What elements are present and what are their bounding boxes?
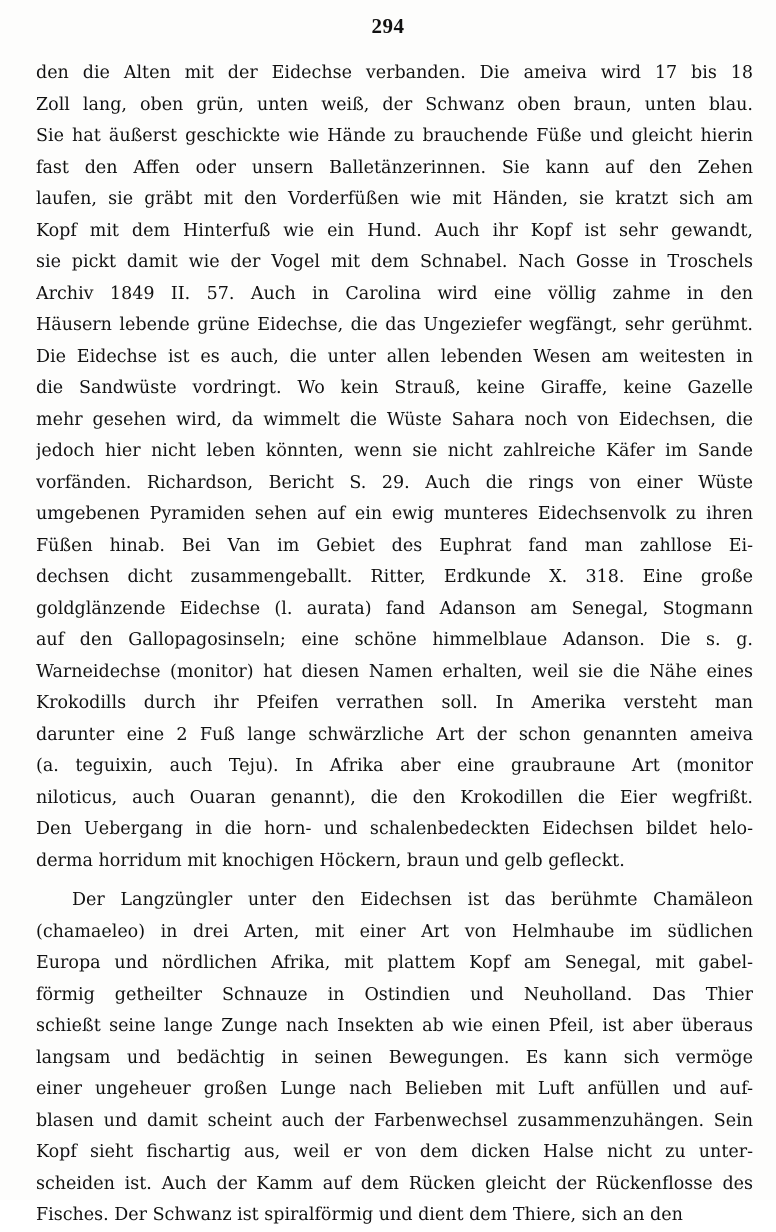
- text-line: darunter eine 2 Fuß lange schwärzliche Art der schon genannten ameiva: [36, 724, 753, 745]
- text-line: fast den Affen oder unsern Balletänzerinnen. Sie kann auf den Zehen: [36, 157, 753, 178]
- text-line: schießt seine lange Zunge nach Insekten ab wie einen Pfeil, ist aber überaus: [36, 1016, 753, 1036]
- text-line: derma horridum mit knochigen Höckern, braun und gelb gefleckt.: [36, 850, 625, 871]
- text-line: jedoch hier nicht leben könnten, wenn sie nicht zahlreiche Käfer im Sande: [36, 441, 753, 461]
- text-line: Kopf sieht fischartig aus, weil er von dem dicken Halse nicht zu unter-: [36, 1142, 753, 1162]
- text-line: Krokodills durch ihr Pfeifen verrathen soll. In Amerika versteht man: [36, 693, 753, 713]
- text-line: goldglänzende Eidechse (l. aurata) fand Adanson am Senegal, Stogmann: [36, 598, 753, 619]
- text-line: den die Alten mit der Eidechse verbanden. Die ameiva wird 17 bis 18: [36, 63, 753, 83]
- paragraph-gap: [36, 877, 753, 885]
- text-line: vorfänden. Richardson, Bericht S. 29. Auch die rings von einer Wüste: [36, 472, 753, 493]
- text-line: Europa und nördlichen Afrika, mit plattem Kopf am Senegal, mit gabel-: [36, 953, 753, 973]
- text-line: Zoll lang, oben grün, unten weiß, der Schwanz oben braun, unten blau.: [36, 94, 753, 115]
- text-line: sie pickt damit wie der Vogel mit dem Schnabel. Nach Gosse in Troschels: [36, 252, 753, 272]
- page-number: 294: [371, 14, 405, 38]
- text-line: Sie hat äußerst geschickte wie Hände zu brauchende Füße und gleicht hierin: [36, 126, 753, 146]
- paragraph-lizards: [36, 58, 753, 877]
- text-line: Kopf mit dem Hinterfuß wie ein Hund. Auch ihr Kopf ist sehr gewandt,: [36, 220, 753, 241]
- text-line: förmig getheilter Schnauze in Ostindien und Neuholland. Das Thier: [36, 984, 753, 1005]
- text-line: scheiden ist. Auch der Kamm auf dem Rücken gleicht der Rückenflosse des: [36, 1173, 753, 1194]
- text-line: Warneidechse (monitor) hat diesen Namen erhalten, weil sie die Nähe eines: [36, 661, 753, 682]
- text-line: niloticus, auch Ouaran genannt), die den Krokodillen die Eier wegfrißt.: [36, 787, 753, 808]
- text-line: (a. teguixin, auch Teju). In Afrika aber eine graubraune Art (monitor: [36, 756, 753, 776]
- text-line: Der Langzüngler unter den Eidechsen ist das berühmte Chamäleon: [72, 890, 753, 910]
- text-line: Die Eidechse ist es auch, die unter allen lebenden Wesen am weitesten in: [36, 346, 753, 367]
- text-line: die Sandwüste vordringt. Wo kein Strauß, keine Giraffe, keine Gazelle: [36, 378, 753, 398]
- text-line: mehr gesehen wird, da wimmelt die Wüste Sahara noch von Eidechsen, die: [36, 409, 753, 430]
- text-line: laufen, sie gräbt mit den Vorderfüßen wie mit Händen, sie kratzt sich am: [36, 189, 753, 209]
- text-line: Häusern lebende grüne Eidechse, die das Ungeziefer wegfängt, sehr gerühmt.: [36, 315, 753, 335]
- text-line: einer ungeheuer großen Lunge nach Belieben mit Luft anfüllen und auf-: [36, 1079, 753, 1099]
- text-line: Fisches. Der Schwanz ist spiralförmig und dient dem Thiere, sich an den: [36, 1205, 683, 1225]
- text-line: blasen und damit scheint auch der Farbenwechsel zusammenzuhängen. Sein: [36, 1110, 753, 1131]
- text-line: Archiv 1849 II. 57. Auch in Carolina wird eine völlig zahme in den: [36, 283, 753, 304]
- text-line: Den Uebergang in die horn- und schalenbedeckten Eidechsen bildet helo-: [36, 819, 753, 839]
- body-text: [36, 58, 753, 1232]
- text-line: dechsen dicht zusammengeballt. Ritter, Erdkunde X. 318. Eine große: [36, 567, 753, 587]
- text-line: (chamaeleo) in drei Arten, mit einer Art von Helmhaube im südlichen: [36, 921, 753, 942]
- paragraph-chameleon: [36, 885, 753, 1232]
- text-line: Füßen hinab. Bei Van im Gebiet des Euphrat fand man zahllose Ei-: [36, 535, 753, 556]
- text-line: langsam und bedächtig in seinen Bewegungen. Es kann sich vermöge: [36, 1047, 753, 1068]
- text-line: umgebenen Pyramiden sehen auf ein ewig munteres Eidechsenvolk zu ihren: [36, 504, 753, 524]
- text-line: auf den Gallopagosinseln; eine schöne himmelblaue Adanson. Die s. g.: [36, 630, 753, 650]
